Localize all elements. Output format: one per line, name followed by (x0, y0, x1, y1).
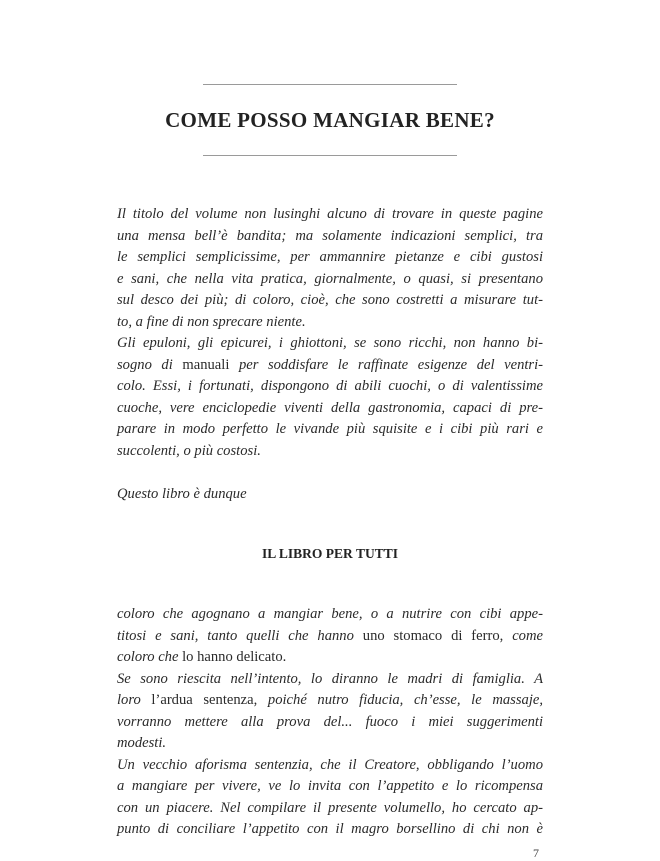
italic-text: Se sono riescita nell’intento, lo diranno le madri di famiglia. A (117, 670, 543, 687)
text-line (117, 484, 543, 506)
text-line (117, 441, 543, 463)
text-line (117, 290, 543, 312)
italic-text: modesti. (117, 735, 167, 751)
italic-text: succolenti, o più costosi. (117, 442, 261, 459)
italic-text: sul desco dei più; di coloro, cioè, che sono costretti a misurare tut- (117, 292, 543, 308)
italic-text: a mangiare per vivere, ve lo invita con l’appetito e lo ricompensa (117, 778, 543, 794)
italic-text: coloro che (117, 649, 183, 665)
italic-text: loro (117, 692, 152, 708)
italic-text: le semplici semplicissime, per ammannire pietanze e cibi gustosi (117, 249, 543, 265)
text-line (117, 269, 543, 291)
italic-text: vorranno mettere alla prova del... fuoco i miei suggerimenti (117, 713, 543, 730)
italic-text: parare in modo perfetto le vivande più squisite e i cibi più rari e (117, 421, 543, 437)
text-line (117, 733, 543, 755)
text-line (117, 798, 543, 820)
italic-text: Gli epuloni, gli epicurei, i ghiottoni, se sono ricchi, non hanno bi- (117, 335, 543, 351)
italic-text: punto di conciliare l’appetito con il magro borsellino di chi non è (117, 821, 543, 837)
text-line (117, 226, 543, 248)
text-line (117, 333, 543, 355)
text-line (117, 647, 543, 669)
chapter-title: COME POSSO MANGIAR BENE? (165, 108, 495, 132)
italic-text: come (503, 627, 543, 644)
text-line (117, 604, 543, 626)
body-text (117, 604, 543, 841)
text-line (117, 819, 543, 841)
italic-text: e sani, che nella vita pratica, giornalmente, o quasi, si presentano (117, 270, 543, 287)
italic-text: con un piacere. Nel compilare il presente volumello, ho cercato ap- (117, 799, 543, 816)
italic-text: titosi e sani, tanto quelli che hanno (117, 627, 363, 644)
italic-text: coloro che agognano a mangiar bene, o a nutrire con cibi appe- (117, 606, 543, 622)
roman-text: lo hanno delicato. (182, 649, 287, 665)
text-line (117, 669, 543, 691)
text-line (117, 712, 543, 734)
text-line (117, 355, 543, 377)
roman-text: manuali (182, 356, 230, 373)
text-line (117, 398, 543, 420)
text-line (117, 462, 543, 484)
italic-text: per soddisfare le raffinate esigenze del ventri- (229, 356, 544, 373)
page-number: 7 (533, 846, 539, 860)
italic-text: colo. Essi, i fortunati, dispongono di abili cuochi, o di valentissime (117, 378, 543, 394)
text-line (117, 312, 543, 334)
bottom-rule (203, 155, 457, 156)
italic-text: to, a fine di non sprecare niente. (117, 313, 306, 330)
intro-text (117, 204, 543, 505)
text-line (117, 626, 543, 648)
italic-text: cuoche, vere enciclopedie viventi della gastronomia, capaci di pre- (117, 399, 543, 416)
section-heading: IL LIBRO PER TUTTI (262, 546, 398, 561)
italic-text: Un vecchio aforisma sentenzia, che il Creatore, obbligando l’uomo (117, 756, 543, 773)
text-line (117, 755, 543, 777)
italic-text: una mensa bell’è bandita; ma solamente indicazioni semplici, tra (117, 227, 543, 244)
text-line (117, 419, 543, 441)
text-line (117, 376, 543, 398)
text-line (117, 776, 543, 798)
italic-text: Il titolo del volume non lusinghi alcuno di trovare in queste pagine (117, 206, 543, 222)
italic-text: poiché nutro fiducia, ch’esse, le massaje, (257, 692, 544, 708)
top-rule (203, 84, 457, 85)
text-line (117, 690, 543, 712)
italic-text: sogno di (117, 356, 183, 373)
roman-text: l’ardua sentenza, (151, 692, 258, 708)
roman-text: uno stomaco di ferro, (362, 627, 504, 644)
text-line (117, 204, 543, 226)
italic-text: Questo libro è dunque (117, 485, 247, 502)
text-line (117, 247, 543, 269)
